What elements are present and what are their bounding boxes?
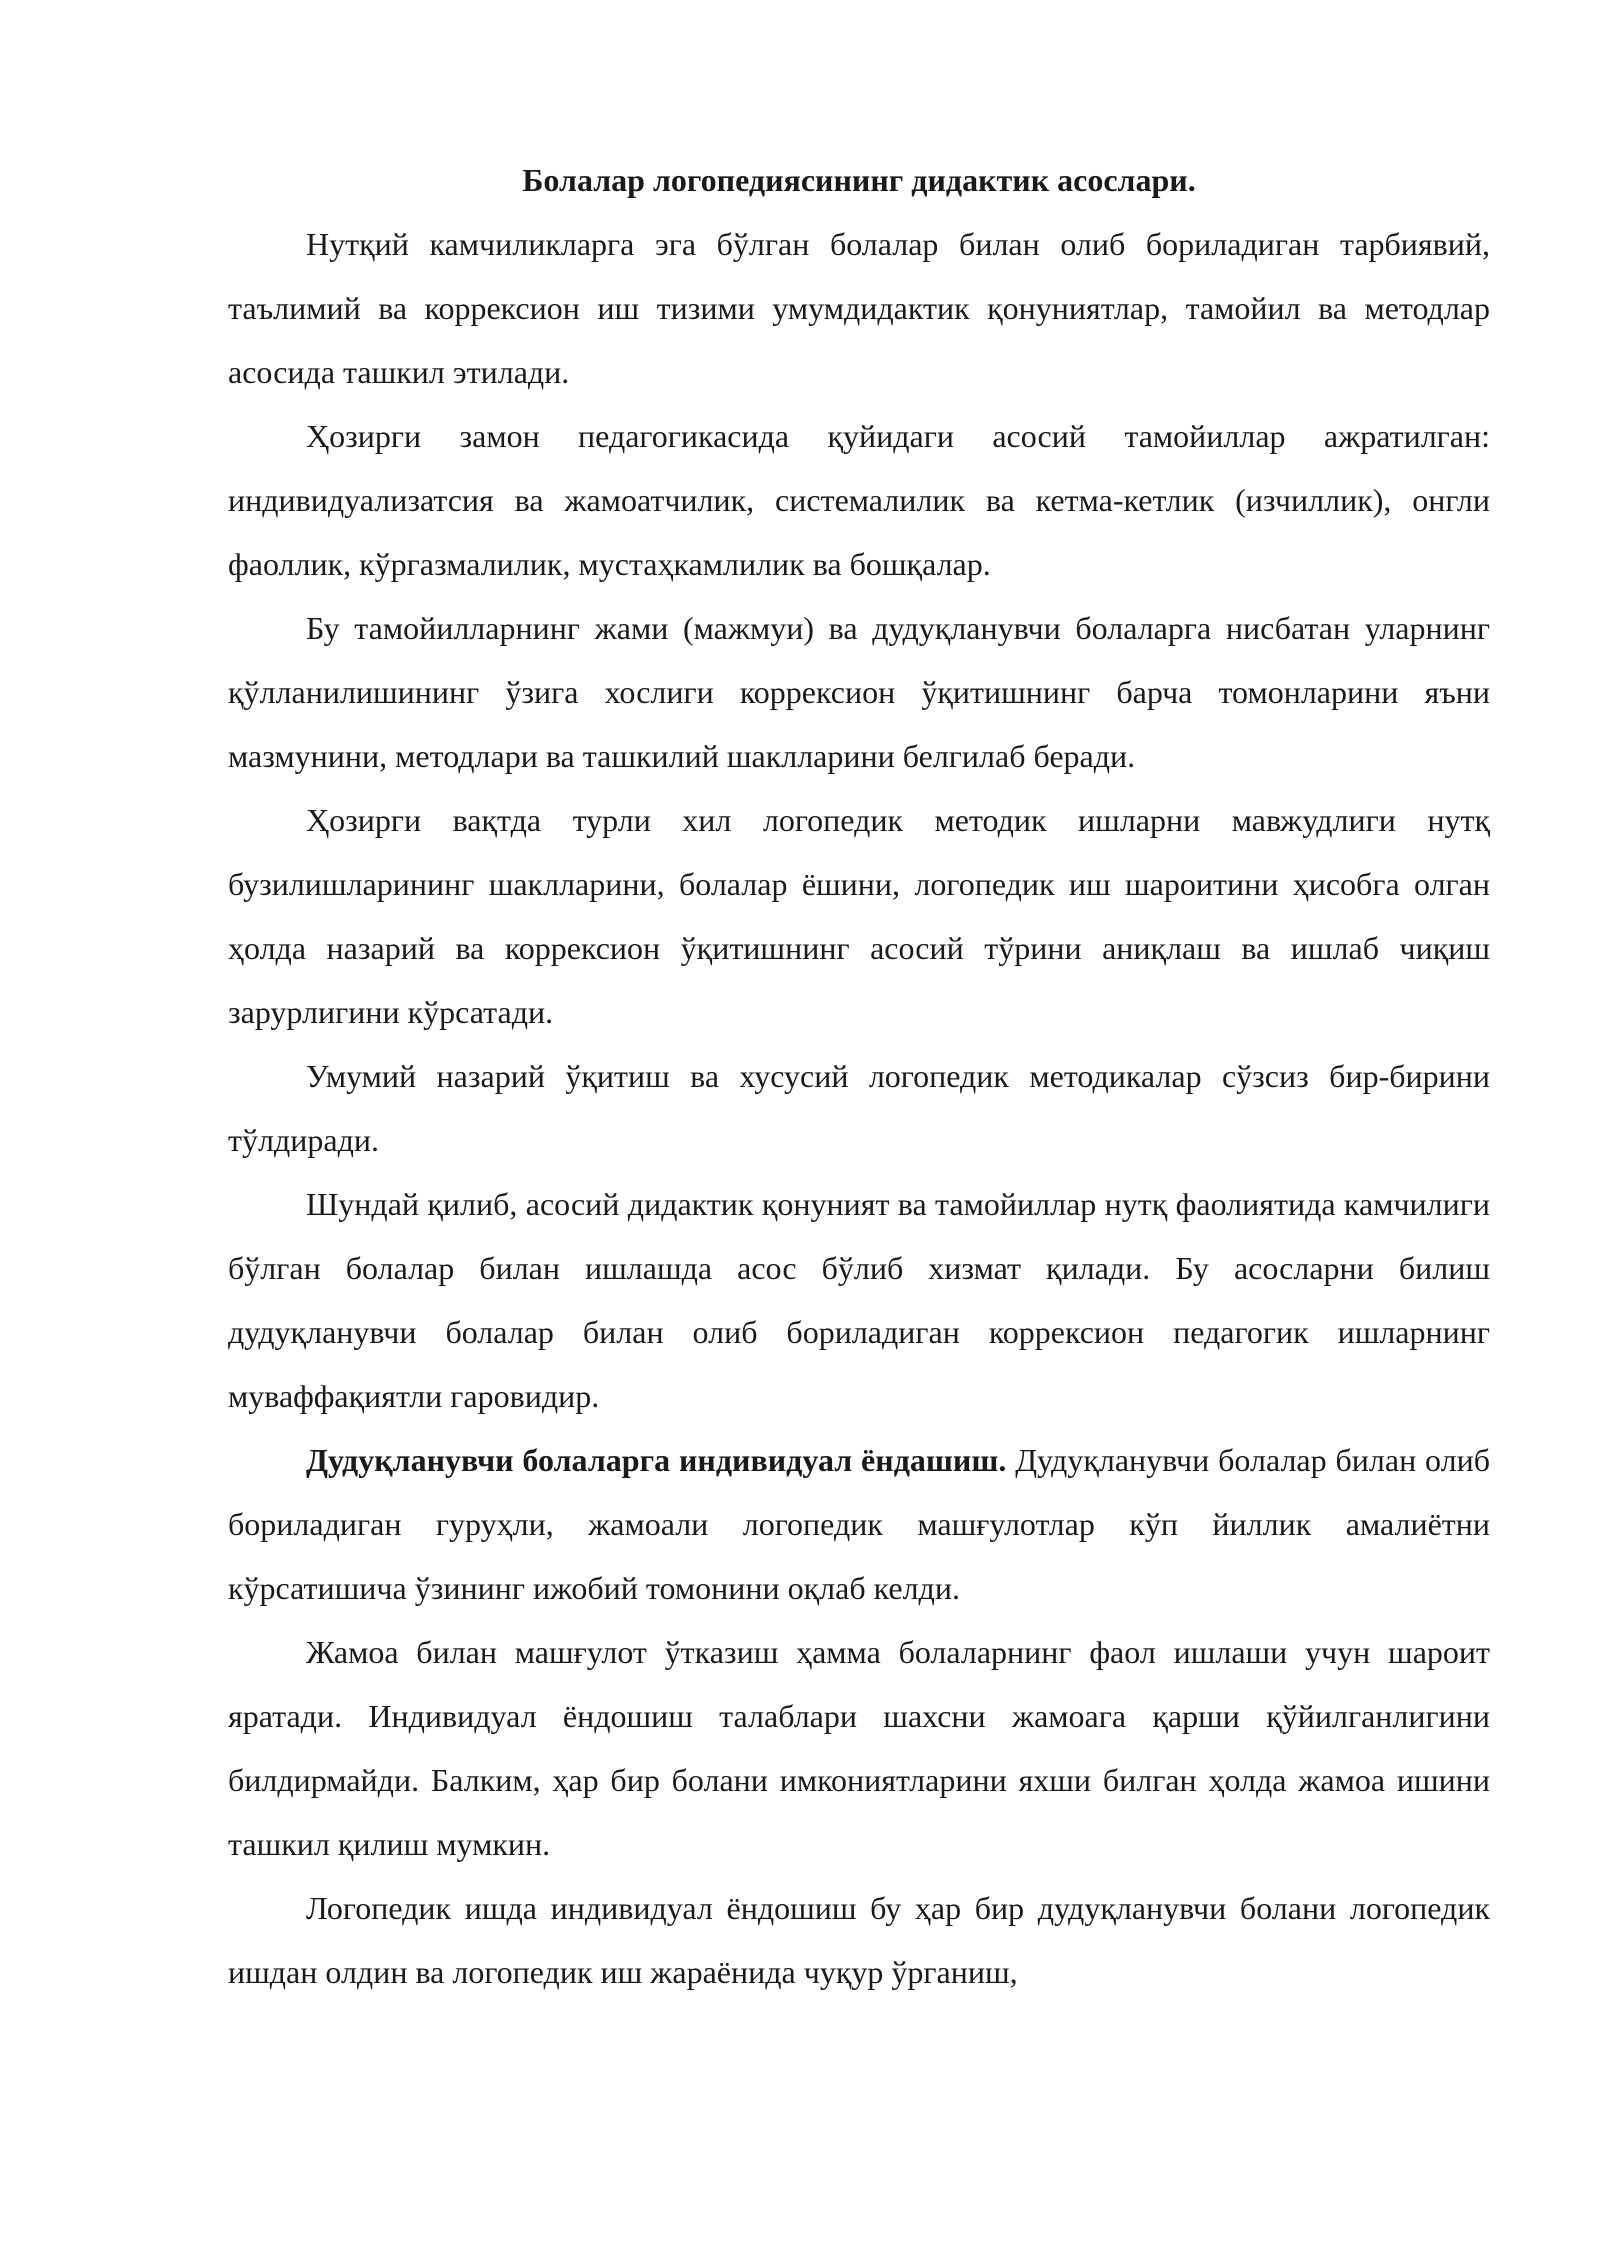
paragraph-1: Нутқий камчиликларга эга бўлган болалар билан олиб бориладиган тарбиявий, таълимий ва коррексион иш тизими умумдидактик қонуниятлар, тамойил ва методлар асосида ташкил этилади. [228, 226, 1490, 390]
paragraph-3: Бу тамойилларнинг жами (мажмуи) ва дудуқланувчи болаларга нисбатан уларнинг қўлланилишининг ўзига хослиги коррексион ўқитишнинг барча томонларини яъни мазмунини, методлари ва ташкилий шаклларини белгилаб беради. [228, 610, 1490, 774]
section-heading: Дудуқланувчи болаларга индивидуал ёндашиш. [306, 1442, 1007, 1478]
paragraph-8: Логопедик ишда индивидуал ёндошиш бу ҳар бир дудуқланувчи болани логопедик ишдан олдин ва логопедик иш жараёнида чуқур ўрганиш, [228, 1890, 1490, 1990]
section-paragraph [228, 1428, 1490, 1620]
document-page [228, 148, 1490, 2004]
paragraph-4: Ҳозирги вақтда турли хил логопедик методик ишларни мавжудлиги нутқ бузилишларининг шаклларини, болалар ёшини, логопедик иш шароитини ҳисобга олган ҳолда назарий ва коррексион ўқитишнинг асосий тўрини аниқлаш ва ишлаб чиқиш зарурлигини кўрсатади. [228, 802, 1490, 1030]
document-title: Болалар логопедиясининг дидактик асослари. [522, 162, 1196, 198]
paragraph-2: Ҳозирги замон педагогикасида қуйидаги асосий тамойиллар ажратилган: индивидуализатсия ва жамоатчилик, системалилик ва кетма-кетлик (изчиллик), онгли фаоллик, кўргазмалилик, мустаҳкамлилик ва бошқалар. [228, 418, 1490, 582]
paragraph-5: Умумий назарий ўқитиш ва хусусий логопедик методикалар сўзсиз бир-бирини тўлдиради. [228, 1058, 1490, 1158]
paragraph-7: Жамоа билан машғулот ўтказиш ҳамма болаларнинг фаол ишлаши учун шароит яратади. Индивидуал ёндошиш талаблари шахсни жамоага қарши қўйилганлигини билдирмайди. Балким, ҳар бир болани имкониятларини яхши билган ҳолда жамоа ишини ташкил қилиш мумкин. [228, 1634, 1490, 1862]
paragraph-6: Шундай қилиб, асосий дидактик қонуният ва тамойиллар нутқ фаолиятида камчилиги бўлган болалар билан ишлашда асос бўлиб хизмат қилади. Бу асосларни билиш дудуқланувчи болалар билан олиб бориладиган коррексион педагогик ишларнинг муваффақиятли гаровидир. [228, 1186, 1490, 1414]
section-lead-text: Дудуқланувчи болалар билан олиб бориладиган гуруҳли, жамоали логопедик машғулотлар кўп йиллик амалиётни кўрсатишича ўзининг ижобий томонини оқлаб келди. [228, 1442, 1491, 1606]
